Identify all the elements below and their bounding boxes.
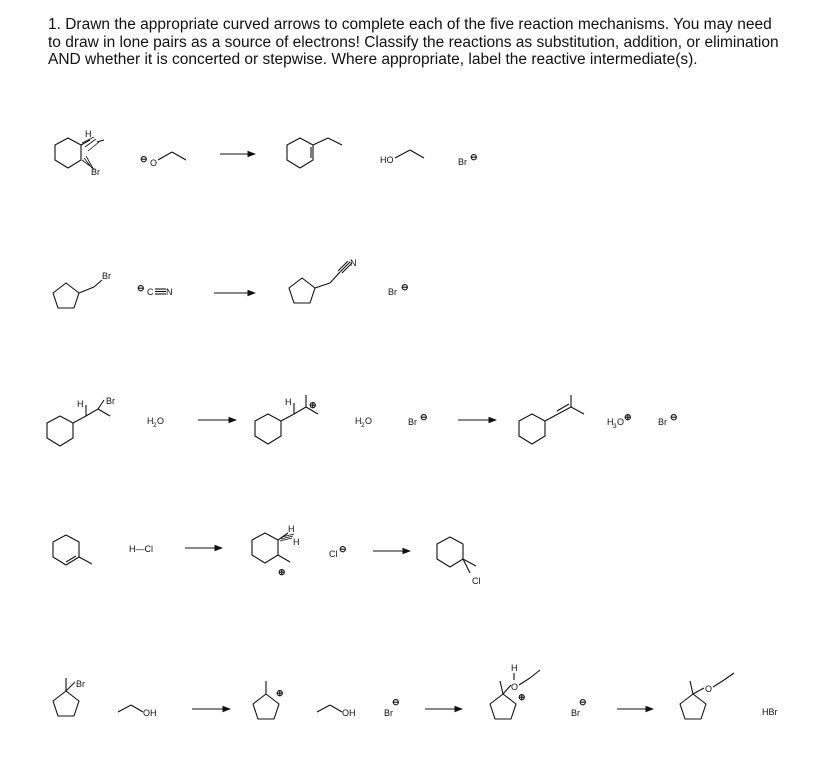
chloride-ion: [329, 544, 347, 559]
positive-charge-icon: ⊕: [278, 567, 286, 577]
reaction-2: [53, 258, 409, 308]
tertiary-bromide-reactant: [47, 396, 115, 446]
negative-charge-icon: ⊖: [579, 697, 587, 707]
bromocyclohexane-reactant: [55, 129, 104, 177]
bromide-ion: [658, 412, 678, 427]
reaction-1: [55, 129, 478, 177]
atom-c: C: [147, 287, 154, 297]
negative-charge-icon: ⊖: [401, 282, 409, 292]
atom-n: N: [350, 258, 357, 268]
atom-h: H: [85, 129, 92, 139]
carbocation-intermediate: [255, 395, 318, 444]
atom-h: H: [355, 416, 362, 426]
atom-cl: Cl: [472, 576, 481, 586]
atom-o: O: [150, 158, 158, 168]
negative-charge-icon: ⊖: [140, 154, 148, 164]
atom-ho: HO: [380, 155, 394, 165]
water: [355, 416, 372, 429]
atom-br: Br: [76, 679, 85, 689]
negative-charge-icon: ⊖: [470, 152, 478, 162]
chloride-product: [437, 537, 481, 586]
atom-br: Br: [408, 417, 417, 427]
atom-h: H: [288, 524, 295, 534]
question-text: 1. Drawn the appropriate curved arrows to complete each of the five reaction mechanisms. You may need to draw in lone pairs as a source of electrons! Classify the reactions as substitution, addition, or elimination AND whether it is concerted or stepwise. Where appropriate, label the reactive intermediate(s).: [48, 16, 779, 69]
atom-oh: OH: [342, 708, 356, 718]
negative-charge-icon: ⊖: [392, 697, 400, 707]
carbocation-intermediate: [252, 524, 300, 577]
negative-charge-icon: ⊖: [339, 544, 347, 554]
atom-br: Br: [658, 417, 667, 427]
positive-charge-icon: ⊕: [309, 400, 317, 410]
bromide-ion: [571, 697, 587, 718]
ethanol: [118, 705, 157, 718]
bromide-ion: [388, 282, 409, 297]
atom-h: H: [293, 537, 300, 547]
subscript: 2: [153, 422, 157, 429]
atom-br: Br: [91, 167, 100, 177]
atom-h: H: [511, 663, 518, 673]
atom-o: O: [157, 416, 165, 426]
subscript: 2: [361, 422, 365, 429]
atom-n: N: [166, 287, 173, 297]
hcl: H—Cl: [129, 544, 153, 554]
bromide-ion: [384, 697, 400, 718]
tertiary-bromide-reactant: [53, 678, 85, 716]
atom-h: H: [285, 397, 292, 407]
cyanide-ion: [137, 283, 173, 297]
alkene-product: [287, 138, 342, 168]
ethoxide: [140, 152, 186, 168]
negative-charge-icon: ⊖: [137, 283, 145, 293]
hydronium: [607, 412, 632, 430]
positive-charge-icon: ⊕: [624, 412, 632, 422]
methylcyclohexene-reactant: [53, 535, 92, 565]
atom-o: O: [511, 682, 519, 692]
oxonium-intermediate: [490, 663, 540, 719]
atom-oh: OH: [143, 708, 157, 718]
atom-cl: Cl: [329, 549, 338, 559]
atom-o: O: [365, 416, 373, 426]
subscript: 3: [613, 423, 617, 430]
alkene-product: [519, 395, 584, 444]
bromoethyl-cyclopentane: [53, 271, 111, 308]
atom-br: Br: [102, 271, 111, 281]
ether-product: [680, 673, 734, 719]
carbocation-intermediate: [253, 681, 284, 719]
ethanol: [317, 705, 356, 718]
bromide-ion: [458, 152, 478, 167]
atom-br: Br: [106, 396, 115, 406]
reaction-3: [47, 395, 678, 446]
hbr: HBr: [762, 707, 778, 717]
reaction-4: [53, 524, 481, 586]
positive-charge-icon: ⊕: [518, 692, 526, 702]
water: [147, 416, 164, 429]
atom-o: O: [705, 684, 713, 694]
atom-h: H: [77, 399, 84, 409]
atom-br: Br: [388, 287, 397, 297]
atom-br: Br: [458, 157, 467, 167]
bromide-ion: [408, 412, 428, 427]
negative-charge-icon: ⊖: [670, 412, 678, 422]
negative-charge-icon: ⊖: [420, 412, 428, 422]
atom-o: O: [617, 417, 625, 427]
nitrile-product: [289, 258, 357, 303]
atom-br: Br: [384, 708, 393, 718]
ethanol: [380, 150, 424, 165]
atom-h: H: [607, 417, 614, 427]
atom-h: H: [147, 416, 154, 426]
reaction-5: [53, 663, 778, 719]
positive-charge-icon: ⊕: [276, 688, 284, 698]
atom-br: Br: [571, 708, 580, 718]
